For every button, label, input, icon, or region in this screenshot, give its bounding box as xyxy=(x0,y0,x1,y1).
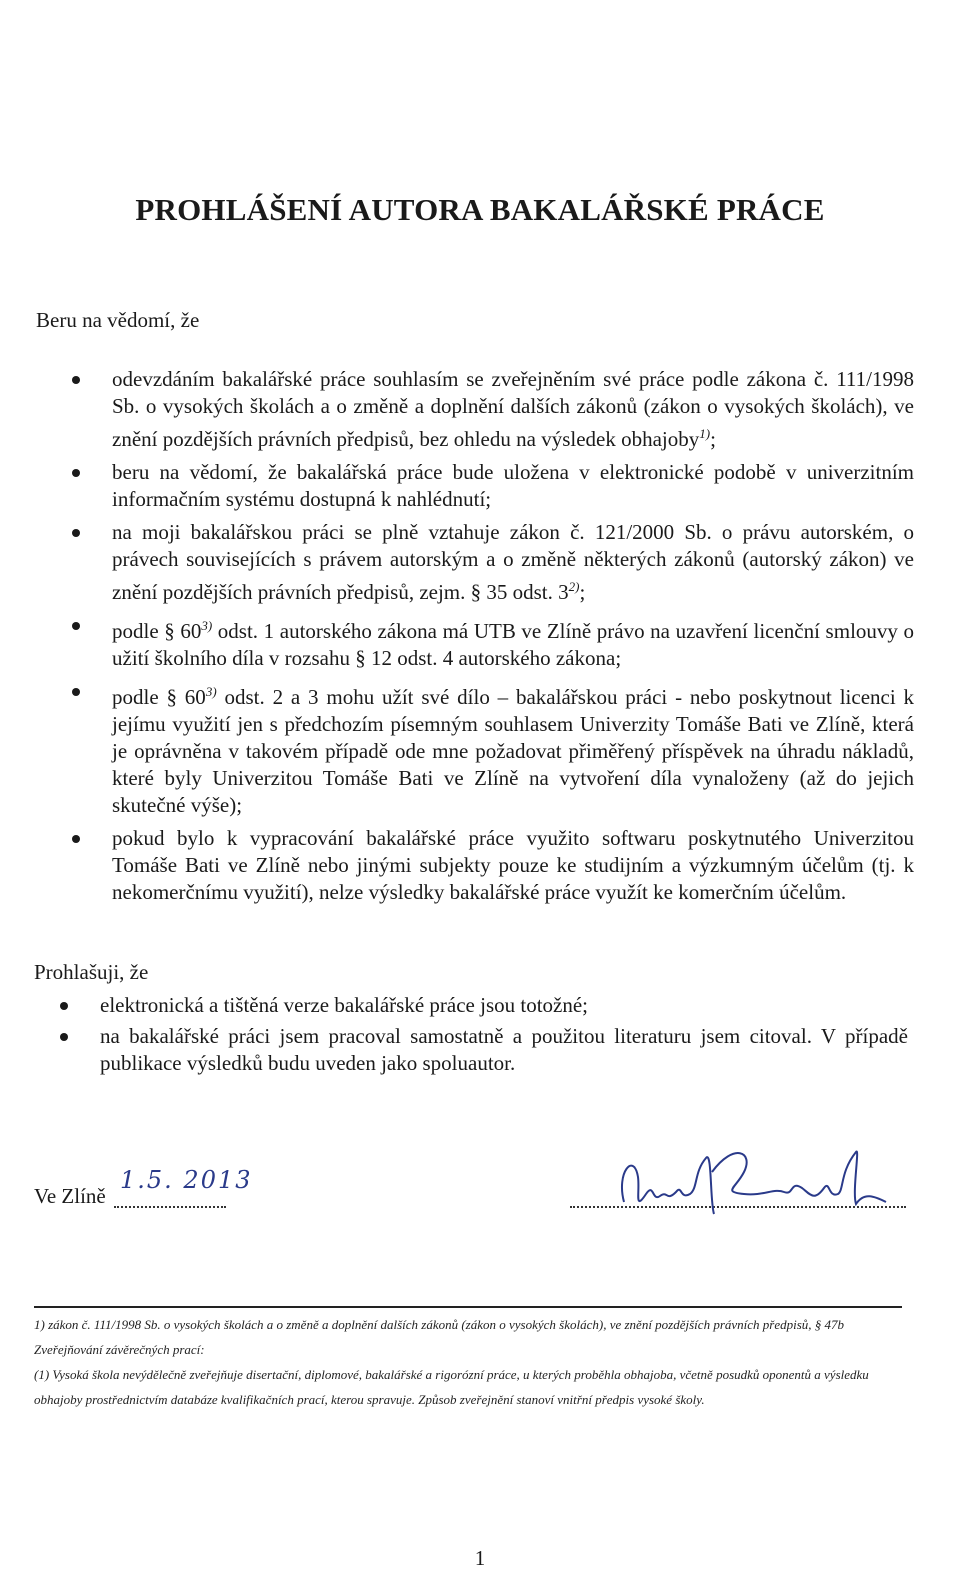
section1-lead: Beru na vědomí, že xyxy=(36,308,200,332)
section2-lead: Prohlašuji, že xyxy=(34,960,149,984)
footnote-divider xyxy=(34,1306,902,1308)
list-item: elektronická a tištěná verze bakalářské práce jsou totožné; xyxy=(60,992,908,1019)
place-label: Ve Zlíně xyxy=(34,1184,106,1208)
bullet-icon xyxy=(60,1033,68,1041)
bullet-icon xyxy=(60,1002,68,1010)
bullet-icon xyxy=(72,469,80,477)
bullet-icon xyxy=(72,835,80,843)
handwritten-date: 1.5. 2013 xyxy=(120,1166,253,1194)
footnote-2: (1) Vysoká škola nevýdělečně zveřejňuje disertační, diplomové, bakalářské a rigorózní práce, u kterých proběhla obhajoba, včetně posudků oponentů a výsledku obhajoby prostřednictvím databáze kvalifikačních prací, kterou spravuje. Způsob zveřejnění stanoví vnitřní předpis vysoké školy. xyxy=(34,1367,869,1407)
section2-list xyxy=(60,992,908,1077)
document-title: PROHLÁŠENÍ AUTORA BAKALÁŘSKÉ PRÁCE xyxy=(135,192,825,227)
page-number: 1 xyxy=(474,1546,486,1570)
section1-list xyxy=(72,366,914,906)
list-item: podle § 60$^{3)}$ odst. 2 a 3 mohu užít své dílo – bakalářskou práci - nebo poskytnout licenci k jejímu využití jen s předchozím písemným souhlasem Univerzity Tomáše Bati ve Zlíně, která je oprávněna v takovém případě ode mne požadovat přiměřený příspěvek na úhradu nákladů, které byly Univerzitou Tomáše Bati ve Zlíně na vytvoření díla vynaloženy (až do jejich skutečné výše); xyxy=(72,678,914,819)
bullet-icon xyxy=(72,376,80,384)
list-item: beru na vědomí, že bakalářská práce bude uložena v elektronické podobě v univerzitním informačním systému dostupná k nahlédnutí; xyxy=(72,459,914,513)
list-item: podle § 60$^{3)}$ odst. 1 autorského zákona má UTB ve Zlíně právo na uzavření licenční smlouvy o užití školního díla v rozsahu § 12 odst. 4 autorského zákona; xyxy=(72,612,914,672)
signature-image xyxy=(594,1132,894,1242)
bullet-icon xyxy=(72,529,80,537)
list-item: odevzdáním bakalářské práce souhlasím se zveřejněním své práce podle zákona č. 111/1998 Sb. o vysokých školách a o změně a doplnění dalších zákonů (zákon o vysokých školách), ve znění pozdějších právních předpisů, bez ohledu na výsledek obhajoby$^{1)}$; xyxy=(72,366,914,453)
footnote-1: 1) zákon č. 111/1998 Sb. o vysokých školách a o změně a doplnění dalších zákonů (zákon o vysokých školách), ve znění pozdějších právních předpisů, § 47b Zveřejňování závěrečných prací: xyxy=(34,1317,845,1357)
signature-row xyxy=(34,1166,914,1242)
bullet-icon xyxy=(72,622,80,630)
footnotes xyxy=(34,1312,904,1412)
list-item: na bakalářské práci jsem pracoval samostatně a použitou literaturu jsem citoval. V případě publikace výsledků budu uveden jako spoluautor. xyxy=(60,1023,908,1077)
bullet-icon xyxy=(72,688,80,696)
list-item: na moji bakalářskou práci se plně vztahuje zákon č. 121/2000 Sb. o právu autorském, o právech souvisejících s právem autorským a o změně některých zákonů (autorský zákon) ve znění pozdějších právních předpisů, zejm. § 35 odst. 3$^{2)}$; xyxy=(72,519,914,606)
list-item: pokud bylo k vypracování bakalářské práce využito softwaru poskytnutého Univerzitou Tomáše Bati ve Zlíně nebo jinými subjekty pouze ke studijním a výzkumným účelům (tj. k nekomerčnímu využití), nelze výsledky bakalářské práce využít ke komerčním účelům. xyxy=(72,825,914,906)
